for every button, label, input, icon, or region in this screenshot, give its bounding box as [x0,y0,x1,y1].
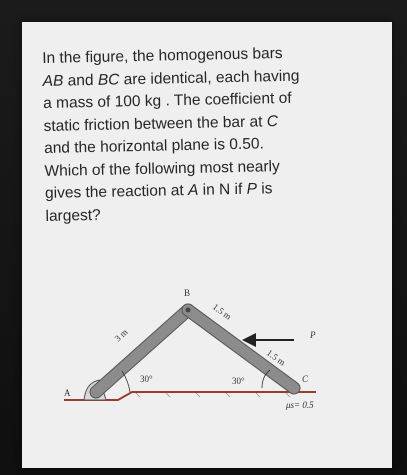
label-a: A [64,388,71,398]
point-a-ref: A [187,181,199,199]
mechanics-figure [56,270,356,430]
question-line-7-mid: in N if [198,180,247,199]
label-angle-a: 30° [140,374,153,384]
question-line-4: static friction between the bar at [43,112,267,135]
bar-ab-ref: AB [42,72,64,90]
label-angle-c: 30° [232,376,245,386]
question-line-1: In the figure, the homogenous bars [42,44,283,67]
question-line-8: largest? [45,206,101,225]
question-line-2-mid: and [63,71,99,90]
label-p: P [310,330,316,340]
point-c-ref: C [266,112,279,130]
label-friction-coefficient: μs= 0.5 [286,400,314,410]
label-b: B [184,288,191,298]
ground-hatching [136,393,290,397]
question-line-7-pre: gives the reaction at [44,181,189,202]
question-line-5: and the horizontal plane is 0.50. [43,135,264,157]
figure-diagram [56,270,356,430]
force-p-ref: P [246,180,258,198]
label-length-bc-lower: 1.5 m [264,347,288,368]
question-line-2-post: are identical, each having [119,67,300,88]
label-c: C [302,374,309,384]
question-line-6: Which of the following most nearly [44,157,280,180]
question-line-7-post: is [256,180,273,198]
bar-bc-ref: BC [97,70,120,89]
question-line-3: a mass of 100 kg . The coefficient of [42,89,292,112]
question-text [42,42,346,228]
label-length-bc-upper: 1.5 m [210,301,234,322]
pin-b [186,308,191,313]
label-length-ab: 3 m [112,326,130,344]
